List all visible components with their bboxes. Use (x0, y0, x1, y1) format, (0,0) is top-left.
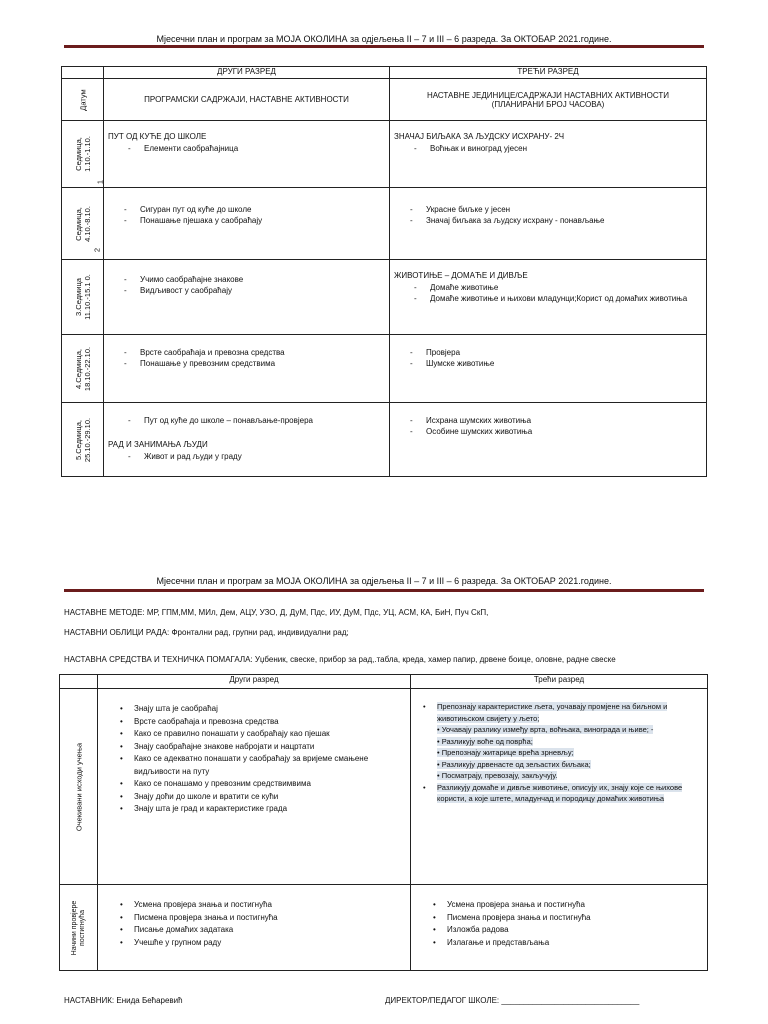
week-row (62, 335, 707, 403)
unit-title: ПУТ ОД КУЋЕ ДО ШКОЛЕ (108, 132, 207, 141)
list-item: • Писмена провјера знања и постигнућа (98, 912, 406, 925)
col-header-second-grade: Други разред (98, 675, 411, 689)
outcomes-label: Очекивани исходи учења (60, 689, 98, 885)
week-second-grade-cell (104, 260, 390, 335)
page1-plan-table (61, 66, 707, 477)
list-item: • Знају саобраћајне знакове набројати и нацртати (98, 741, 406, 754)
date-header: Датум (62, 79, 104, 121)
col-header-third-grade: ТРЕЋИ РАЗРЕД (390, 67, 707, 79)
unit-title: ЖИВОТИЊЕ – ДОМАЋЕ И ДИВЉЕ (394, 271, 528, 280)
week-date: 5.Седмица, 25.10.-29.10. (62, 403, 104, 477)
director-signature-line: ДИРЕКТОР/ПЕДАГОГ ШКОЛЕ: _______________________________ (385, 996, 640, 1005)
outcomes-third-grade (411, 689, 708, 885)
sub-header-third-grade: НАСТАВНЕ ЈЕДИНИЦЕ/САДРЖАЈИ НАСТАВНИХ АКТИВНОСТИ (ПЛАНИРАНИ БРОЈ ЧАСОВА) (390, 79, 707, 121)
list-item: - Учимо саобраћајне знакове (104, 274, 389, 285)
list-item: - Шумске животиње (390, 358, 706, 369)
list-item: • Посматрају, превозају, закључују. (437, 771, 558, 780)
list-item: • Разликују дрвенасте од зељастих биљака; (437, 759, 591, 769)
list-item: - Сигуран пут од куће до школе (104, 204, 389, 215)
list-item: - Елементи саобраћајница (108, 143, 385, 154)
week-date: 4.Седмица, 18.10.-22.10. (62, 335, 104, 403)
teaching-means: НАСТАВНА СРЕДСТВА И ТЕХНИЧКА ПОМАГАЛА: Уџбеник, свеске, прибор за рад,.табла, креда, хамер папир, дрвене боице, оловне, радне свеске (64, 655, 616, 664)
list-item: • Како се понашамо у превозним средствимвима (98, 778, 406, 791)
list-item: • Разликују домаће и дивље животиње, описују их, знају које се њихове користи, а које штете, младунчад и породицу домаћих животиња (411, 782, 699, 805)
week-third-grade-cell (390, 260, 707, 335)
list-item: - Украсне биљке у јесен (390, 204, 706, 215)
week-row (62, 403, 707, 477)
week-row (62, 260, 707, 335)
list-item: • Усмена провјера знања и постигнућа (411, 899, 703, 912)
col-header-third-grade: Трећи разред (411, 675, 708, 689)
list-item: • Учешће у групном раду (98, 937, 406, 950)
list-item: - Особине шумских животиња (390, 426, 706, 437)
list-item: • Разликују воће од поврћа; (437, 736, 533, 746)
list-item: • Писање домаћих задатака (98, 924, 406, 937)
list-item: - Видљивост у саобраћају (104, 285, 389, 296)
list-item: - Воћњак и виноград ујесен (394, 143, 702, 154)
week-date: Седмица, 1.10.-1.10. 1 (62, 121, 104, 188)
list-item: • Писмена провјера знања и постигнућа (411, 912, 703, 925)
list-item: • Излагање и представљања (411, 937, 703, 950)
list-item: • Знају доћи до школе и вратити се кући (98, 791, 406, 804)
week-row (62, 188, 707, 260)
sub-header-second-grade: ПРОГРАМСКИ САДРЖАЈИ, НАСТАВНЕ АКТИВНОСТИ (104, 79, 390, 121)
check-third-grade (411, 885, 708, 971)
list-item: • Усмена провјера знања и постигнућа (98, 899, 406, 912)
list-item: • Како се правилно понашати у саобраћају као пјешак (98, 728, 406, 741)
list-item: - Понашање пјешака у саобраћају (104, 215, 389, 226)
week-date: Седмица, 4.10.-8.10. 2 (62, 188, 104, 260)
page2-title: Мјесечни план и програм за МОЈА ОКОЛИНА за одјељења II – 7 и III – 6 разреда. За ОКТОБАР 2021.године. (156, 576, 612, 586)
teaching-forms: НАСТАВНИ ОБЛИЦИ РАДА: Фронтални рад, групни рад, индивидуални рад; (64, 628, 349, 637)
week-second-grade-cell (104, 121, 390, 188)
week-row (62, 121, 707, 188)
list-item: - Живот и рад људи у граду (108, 451, 385, 462)
check-second-grade (98, 885, 411, 971)
week-third-grade-cell (390, 335, 707, 403)
week-second-grade-cell (104, 403, 390, 477)
list-item: • Изложба радова (411, 924, 703, 937)
check-methods-label: Начини провјере постигнућа (60, 885, 98, 971)
list-item: - Значај биљака за људску исхрану - понављање (390, 215, 706, 226)
list-item: • Знају шта је саобраћај (98, 703, 406, 716)
list-item: • Препознају карактеристике љета, уочавају промјене на биљном и животињском свијету у љето; (411, 701, 699, 724)
outcomes-second-grade (98, 689, 411, 885)
list-item: • Врсте саобраћаја и превозна средства (98, 716, 406, 729)
teacher-signature-line: НАСТАВНИК: Енида Бећаревић (64, 996, 183, 1005)
list-item: - Пут од куће до школе – понављање-провјера (108, 415, 385, 426)
week-third-grade-cell (390, 121, 707, 188)
list-item: • Знају шта је град и карактеристике града (98, 803, 406, 816)
list-item: - Домаће животиње и њихови младунци;Корист од домаћих животиња (394, 293, 702, 304)
list-item: - Врсте саобраћаја и превозна средства (104, 347, 389, 358)
week-second-grade-cell (104, 335, 390, 403)
week-second-grade-cell (104, 188, 390, 260)
list-item: • Препознају житарице врећа зрневљу; (437, 748, 574, 757)
week-date: 3.Седмица 11.10.-15.1 0. (62, 260, 104, 335)
unit-title: РАД И ЗАНИМАЊА ЉУДИ (108, 440, 208, 449)
page2-outcomes-table (59, 674, 708, 971)
week-third-grade-cell (390, 403, 707, 477)
list-item: • Уочавају разлику између врта, воћњака, винограда и њиве; - (437, 725, 654, 734)
list-item: - Понашање у превозним средствима (104, 358, 389, 369)
page1-title-rule (64, 45, 704, 48)
teaching-methods: НАСТАВНЕ МЕТОДЕ: МР, ГПМ,ММ, МИл, Дем, АЦУ, УЗО, Д, ДуМ, Пдс, ИУ, ДуМ, Пдс, УЦ, АСМ, КА, БиН, Пуч СкП, (64, 608, 489, 617)
page2-title-rule (64, 589, 704, 592)
unit-title: ЗНАЧАЈ БИЉАКА ЗА ЉУДСКУ ИСХРАНУ- 2Ч (394, 132, 565, 141)
list-item: • Како се адекватно понашати у саобраћају за вријеме смањене видљивости на путу (98, 753, 406, 778)
list-item: - Исхрана шумских животиња (390, 415, 706, 426)
page1-title: Мјесечни план и програм за МОЈА ОКОЛИНА за одјељења II – 7 и III – 6 разреда. За ОКТОБАР 2021.године. (156, 34, 612, 44)
list-item: - Домаће животиње (394, 282, 702, 293)
col-header-second-grade: ДРУГИ РАЗРЕД (104, 67, 390, 79)
week-third-grade-cell (390, 188, 707, 260)
list-item: - Провјера (390, 347, 706, 358)
